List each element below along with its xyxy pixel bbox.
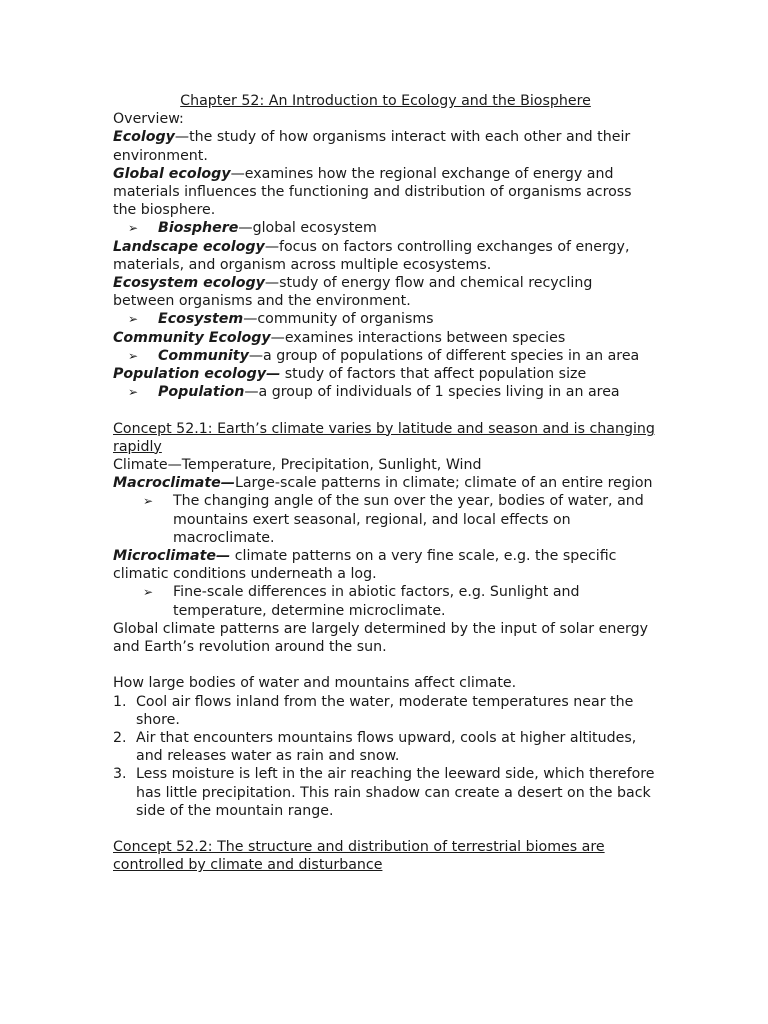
term: Population	[158, 384, 245, 401]
term: Landscape ecology	[113, 238, 265, 255]
list-number: 1.	[113, 693, 127, 710]
bullet-ecosystem	[113, 310, 658, 328]
arrow-bullet-icon: ➢	[128, 312, 139, 327]
definition: —a group of individuals of 1 species living in an area	[244, 384, 620, 401]
arrow-bullet-icon: ➢	[128, 348, 139, 363]
definition-ecosystem-ecology	[113, 274, 658, 310]
arrow-bullet-icon: ➢	[128, 385, 139, 400]
bullet-biosphere	[113, 219, 658, 237]
bullet-text: Fine-scale differences in abiotic factors, e.g. Sunlight and temperature, determine microclimate.	[173, 584, 580, 619]
term: Biosphere	[158, 220, 239, 237]
definition-population-ecology	[113, 365, 658, 383]
arrow-bullet-icon: ➢	[143, 494, 154, 509]
term: Ecosystem ecology	[113, 275, 265, 292]
list-number: 2.	[113, 730, 127, 747]
list-item	[113, 765, 658, 820]
term: Global ecology	[113, 165, 231, 182]
spacer	[113, 820, 658, 838]
spacer	[113, 401, 658, 419]
definition: —global ecosystem	[238, 220, 377, 237]
definition: Large-scale patterns in climate; climate of an entire region	[234, 475, 653, 492]
definition-landscape-ecology	[113, 238, 658, 274]
term: Ecology	[113, 129, 175, 146]
overview-label: Overview:	[113, 111, 184, 128]
definition-ecology	[113, 128, 658, 164]
list-text: Air that encounters mountains flows upward, cools at higher altitudes, and releases water as rain and snow.	[136, 730, 637, 765]
arrow-bullet-icon: ➢	[143, 585, 154, 600]
list-item	[113, 729, 658, 765]
definition: —study of energy flow and chemical recycling between organisms and the environment.	[113, 275, 593, 310]
definition: —a group of populations of different species in an area	[248, 347, 640, 364]
list-text: Cool air flows inland from the water, moderate temperatures near the shore.	[136, 693, 634, 728]
arrow-bullet-icon: ➢	[128, 221, 139, 236]
page-title: Chapter 52: An Introduction to Ecology and the Biosphere	[180, 93, 591, 109]
climate-factors: Climate—Temperature, Precipitation, Sunlight, Wind	[113, 457, 482, 474]
definition: —community of organisms	[243, 311, 434, 328]
definition-global-ecology	[113, 165, 658, 220]
global-climate-patterns: Global climate patterns are largely determined by the input of solar energy and Earth’s revolution around the sun.	[113, 620, 649, 656]
list-text: Less moisture is left in the air reaching the leeward side, which therefore has little precipitation. This rain shadow can create a desert on the back side of the mountain range.	[136, 766, 655, 819]
concept-52-2-heading: Concept 52.2: The structure and distribution of terrestrial biomes are controlled by climate and disturbance	[113, 839, 605, 874]
spacer	[113, 656, 658, 674]
definition: climate patterns on a very fine scale, e.g. the specific climatic conditions underneath a log.	[113, 548, 617, 583]
bullet-macroclimate	[113, 492, 658, 547]
definition-community-ecology	[113, 329, 658, 347]
term: Microclimate—	[113, 548, 231, 565]
bullet-text: The changing angle of the sun over the year, bodies of water, and mountains exert seasonal, regional, and local effects on macroclimate.	[173, 493, 644, 546]
list-number: 3.	[113, 766, 127, 783]
definition: —examines how the regional exchange of energy and materials influences the functioning and distribution of organisms across the biosphere.	[113, 165, 632, 219]
bullet-microclimate	[113, 583, 658, 619]
term: Population ecology—	[113, 366, 281, 383]
term: Macroclimate—	[113, 475, 235, 492]
term: Community Ecology	[113, 329, 271, 346]
definition-microclimate	[113, 547, 658, 583]
bullet-community	[113, 347, 658, 365]
definition-macroclimate	[113, 474, 658, 492]
list-item	[113, 693, 658, 729]
definition: —examines interactions between species	[270, 329, 566, 346]
document-body	[113, 92, 658, 875]
bullet-population	[113, 383, 658, 401]
term: Ecosystem	[158, 311, 244, 328]
definition: study of factors that affect population size	[280, 366, 587, 383]
concept-52-1-heading: Concept 52.1: Earth’s climate varies by latitude and season and is changing rapidly	[113, 420, 655, 455]
water-mountains-intro: How large bodies of water and mountains affect climate.	[113, 675, 517, 692]
definition: —focus on factors controlling exchanges of energy, materials, and organism across multiple ecosystems.	[113, 238, 630, 273]
definition: —the study of how organisms interact with each other and their environment.	[113, 129, 631, 164]
term: Community	[158, 347, 249, 364]
